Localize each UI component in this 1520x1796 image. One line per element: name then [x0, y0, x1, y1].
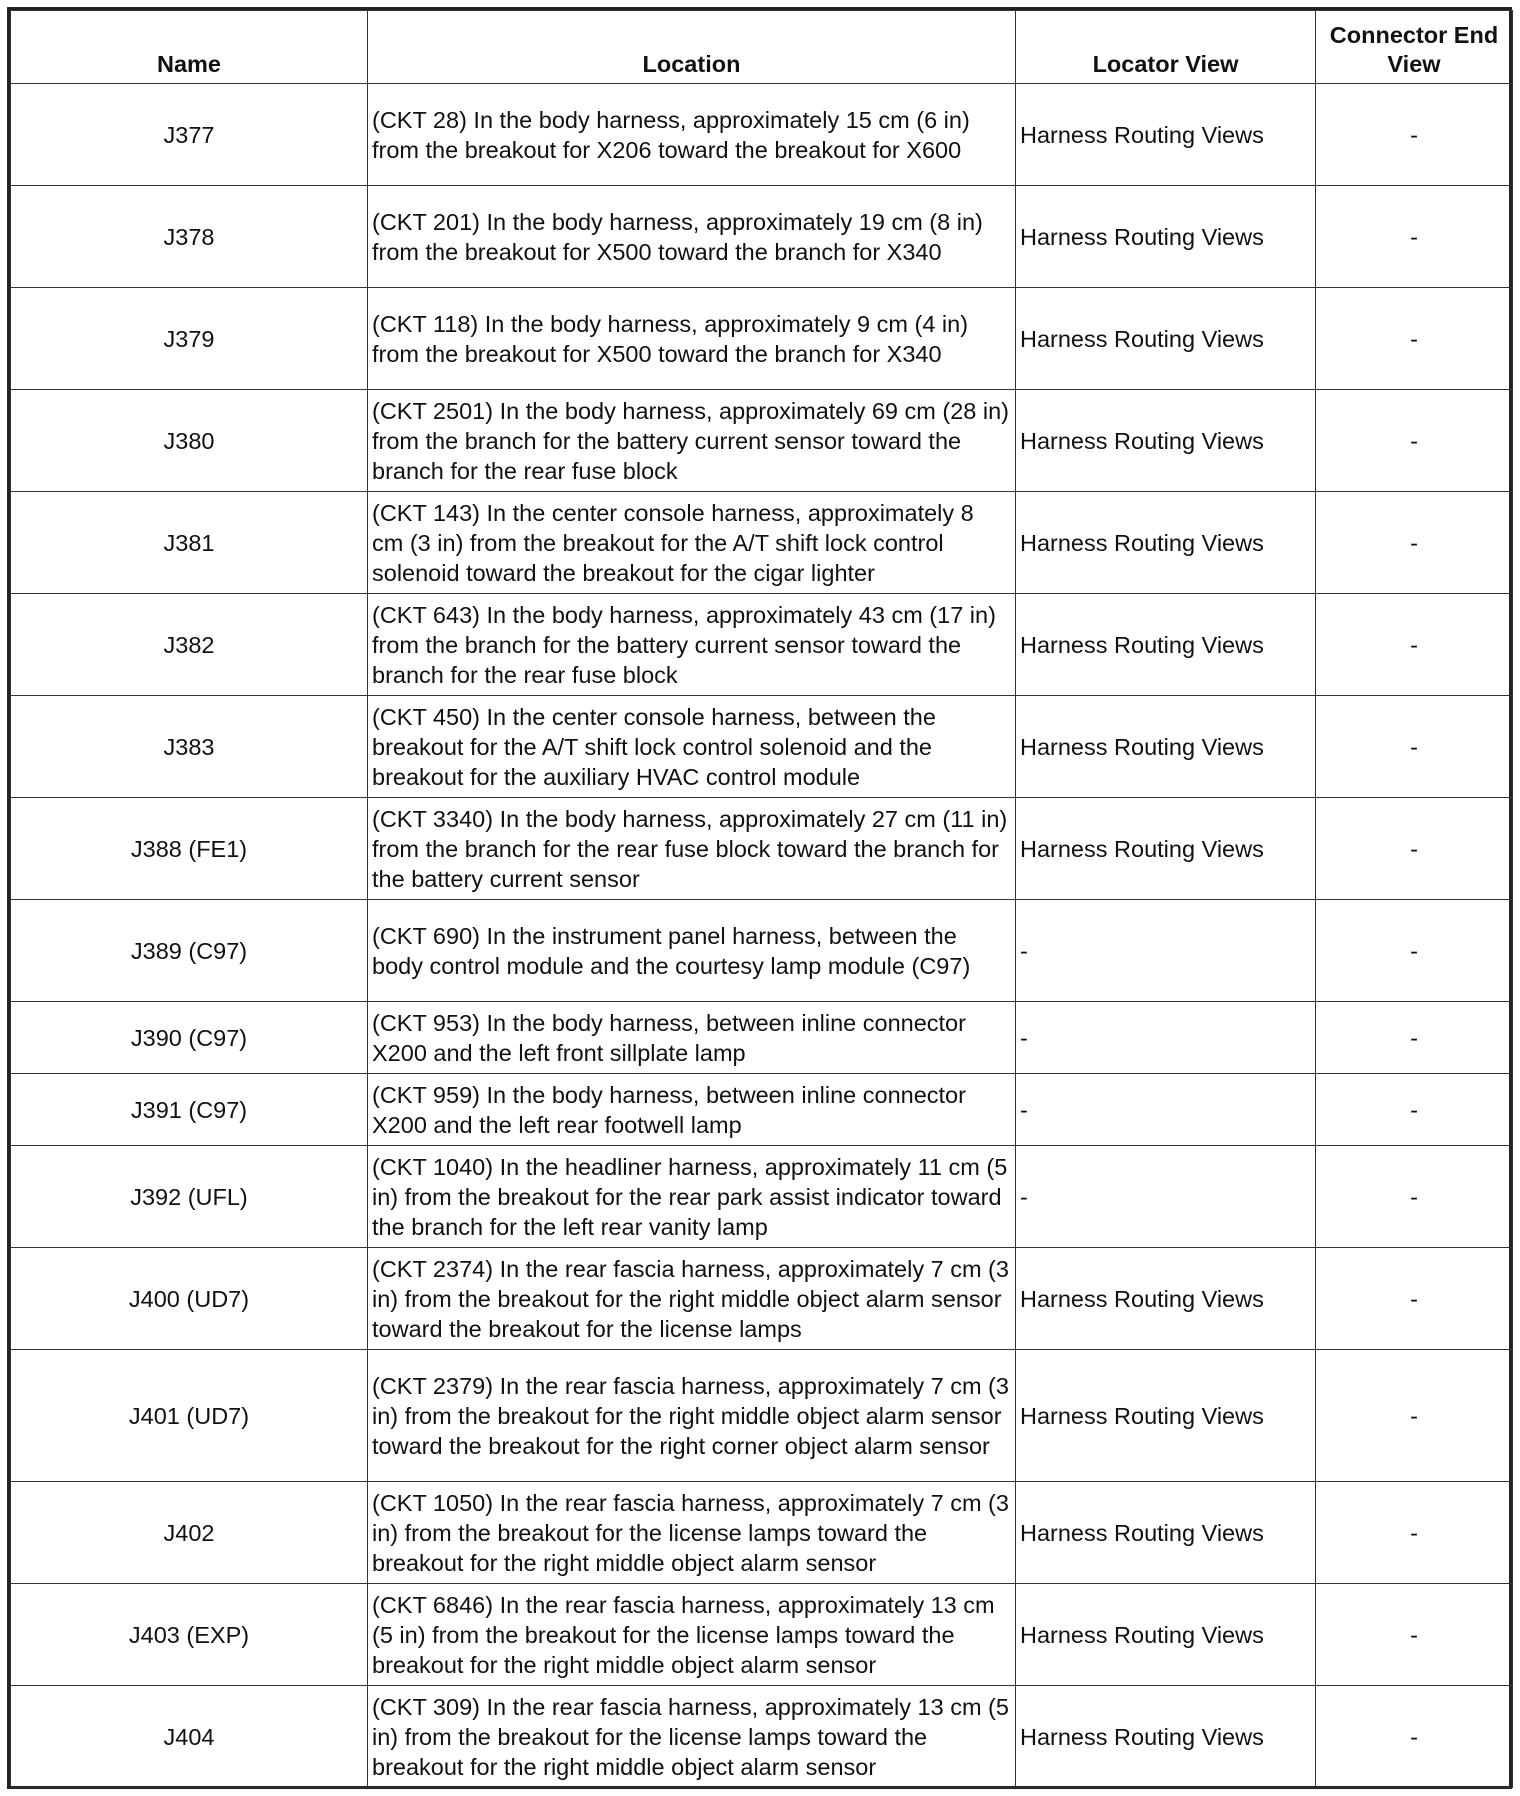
- location-cell: (CKT 28) In the body harness, approximately 15 cm (6 in) from the breakout for X206 toward the breakout for X600: [368, 84, 1016, 186]
- locator-view-cell: Harness Routing Views: [1016, 1350, 1316, 1482]
- location-column-header: Location: [368, 11, 1016, 84]
- table-row: [11, 84, 1513, 186]
- table-row: [11, 1482, 1513, 1584]
- splice-name-cell: J381: [11, 492, 368, 594]
- splice-name-cell: J383: [11, 696, 368, 798]
- splice-location-table-frame: [7, 7, 1512, 1789]
- locator-view-cell: Harness Routing Views: [1016, 84, 1316, 186]
- connector-end-view-cell: -: [1316, 1350, 1513, 1482]
- splice-name-cell: J379: [11, 288, 368, 390]
- splice-name-cell: J388 (FE1): [11, 798, 368, 900]
- name-column-header: Name: [11, 11, 368, 84]
- table-row: [11, 798, 1513, 900]
- location-cell: (CKT 953) In the body harness, between inline connector X200 and the left front sillplate lamp: [368, 1002, 1016, 1074]
- connector-end-view-cell: -: [1316, 1074, 1513, 1146]
- splice-name-cell: J403 (EXP): [11, 1584, 368, 1686]
- splice-name-cell: J392 (UFL): [11, 1146, 368, 1248]
- locator-view-cell: -: [1016, 900, 1316, 1002]
- splice-name-cell: J404: [11, 1686, 368, 1788]
- header-row: [11, 11, 1513, 84]
- table-row: [11, 696, 1513, 798]
- locator-view-cell: Harness Routing Views: [1016, 288, 1316, 390]
- table-row: [11, 186, 1513, 288]
- table-row: [11, 1686, 1513, 1788]
- location-cell: (CKT 118) In the body harness, approximately 9 cm (4 in) from the breakout for X500 toward the branch for X340: [368, 288, 1016, 390]
- table-row: [11, 390, 1513, 492]
- splice-location-table: [10, 10, 1513, 1788]
- connector-end-view-column-header: Connector End View: [1316, 11, 1513, 84]
- connector-end-view-cell: -: [1316, 288, 1513, 390]
- locator-view-cell: Harness Routing Views: [1016, 492, 1316, 594]
- locator-view-cell: Harness Routing Views: [1016, 1584, 1316, 1686]
- table-row: [11, 288, 1513, 390]
- location-cell: (CKT 2379) In the rear fascia harness, approximately 7 cm (3 in) from the breakout for the right middle object alarm sensor toward the breakout for the right corner object alarm sensor: [368, 1350, 1016, 1482]
- locator-view-cell: -: [1016, 1074, 1316, 1146]
- splice-name-cell: J389 (C97): [11, 900, 368, 1002]
- splice-name-cell: J378: [11, 186, 368, 288]
- locator-view-cell: -: [1016, 1002, 1316, 1074]
- location-cell: (CKT 643) In the body harness, approximately 43 cm (17 in) from the branch for the battery current sensor toward the branch for the rear fuse block: [368, 594, 1016, 696]
- splice-name-cell: J402: [11, 1482, 368, 1584]
- splice-name-cell: J390 (C97): [11, 1002, 368, 1074]
- location-cell: (CKT 450) In the center console harness, between the breakout for the A/T shift lock control solenoid and the breakout for the auxiliary HVAC control module: [368, 696, 1016, 798]
- location-cell: (CKT 6846) In the rear fascia harness, approximately 13 cm (5 in) from the breakout for the license lamps toward the breakout for the right middle object alarm sensor: [368, 1584, 1016, 1686]
- table-row: [11, 492, 1513, 594]
- location-cell: (CKT 959) In the body harness, between inline connector X200 and the left rear footwell lamp: [368, 1074, 1016, 1146]
- splice-name-cell: J377: [11, 84, 368, 186]
- locator-view-cell: Harness Routing Views: [1016, 390, 1316, 492]
- locator-view-cell: Harness Routing Views: [1016, 1686, 1316, 1788]
- locator-view-cell: Harness Routing Views: [1016, 1482, 1316, 1584]
- locator-view-cell: Harness Routing Views: [1016, 1248, 1316, 1350]
- table-row: [11, 1350, 1513, 1482]
- connector-end-view-cell: -: [1316, 1248, 1513, 1350]
- locator-view-cell: -: [1016, 1146, 1316, 1248]
- connector-end-view-cell: -: [1316, 900, 1513, 1002]
- connector-end-view-cell: -: [1316, 84, 1513, 186]
- connector-end-view-cell: -: [1316, 594, 1513, 696]
- location-cell: (CKT 3340) In the body harness, approximately 27 cm (11 in) from the branch for the rear fuse block toward the branch for the battery current sensor: [368, 798, 1016, 900]
- connector-end-view-cell: -: [1316, 696, 1513, 798]
- splice-name-cell: J400 (UD7): [11, 1248, 368, 1350]
- location-cell: (CKT 201) In the body harness, approximately 19 cm (8 in) from the breakout for X500 toward the branch for X340: [368, 186, 1016, 288]
- connector-end-view-cell: -: [1316, 1002, 1513, 1074]
- locator-view-cell: Harness Routing Views: [1016, 594, 1316, 696]
- locator-view-column-header: Locator View: [1016, 11, 1316, 84]
- location-cell: (CKT 2501) In the body harness, approximately 69 cm (28 in) from the branch for the battery current sensor toward the branch for the rear fuse block: [368, 390, 1016, 492]
- table-row: [11, 594, 1513, 696]
- connector-end-view-cell: -: [1316, 492, 1513, 594]
- connector-end-view-cell: -: [1316, 1686, 1513, 1788]
- locator-view-cell: Harness Routing Views: [1016, 798, 1316, 900]
- location-cell: (CKT 143) In the center console harness, approximately 8 cm (3 in) from the breakout for the A/T shift lock control solenoid toward the breakout for the cigar lighter: [368, 492, 1016, 594]
- location-cell: (CKT 1040) In the headliner harness, approximately 11 cm (5 in) from the breakout for the rear park assist indicator toward the branch for the left rear vanity lamp: [368, 1146, 1016, 1248]
- splice-name-cell: J380: [11, 390, 368, 492]
- connector-end-view-cell: -: [1316, 390, 1513, 492]
- connector-end-view-cell: -: [1316, 1584, 1513, 1686]
- locator-view-cell: Harness Routing Views: [1016, 186, 1316, 288]
- location-cell: (CKT 309) In the rear fascia harness, approximately 13 cm (5 in) from the breakout for the license lamps toward the breakout for the right middle object alarm sensor: [368, 1686, 1016, 1788]
- location-cell: (CKT 1050) In the rear fascia harness, approximately 7 cm (3 in) from the breakout for the license lamps toward the breakout for the right middle object alarm sensor: [368, 1482, 1016, 1584]
- table-row: [11, 1248, 1513, 1350]
- table-row: [11, 900, 1513, 1002]
- location-cell: (CKT 2374) In the rear fascia harness, approximately 7 cm (3 in) from the breakout for the right middle object alarm sensor toward the breakout for the license lamps: [368, 1248, 1016, 1350]
- location-cell: (CKT 690) In the instrument panel harness, between the body control module and the courtesy lamp module (C97): [368, 900, 1016, 1002]
- splice-name-cell: J391 (C97): [11, 1074, 368, 1146]
- connector-end-view-cell: -: [1316, 186, 1513, 288]
- locator-view-cell: Harness Routing Views: [1016, 696, 1316, 798]
- splice-name-cell: J382: [11, 594, 368, 696]
- connector-end-view-cell: -: [1316, 798, 1513, 900]
- table-row: [11, 1002, 1513, 1074]
- table-row: [11, 1584, 1513, 1686]
- splice-name-cell: J401 (UD7): [11, 1350, 368, 1482]
- table-row: [11, 1146, 1513, 1248]
- connector-end-view-cell: -: [1316, 1146, 1513, 1248]
- table-row: [11, 1074, 1513, 1146]
- connector-end-view-cell: -: [1316, 1482, 1513, 1584]
